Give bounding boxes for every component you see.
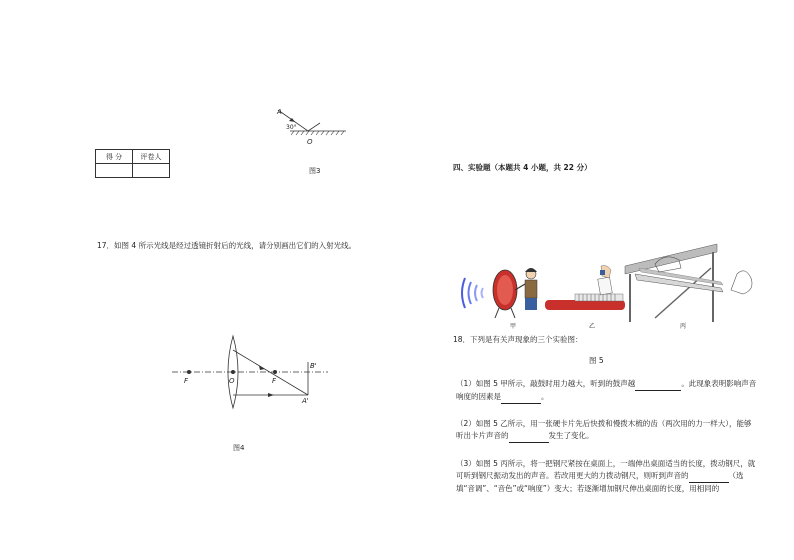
focus-right-dot (273, 370, 277, 374)
question-18-intro: 18．下列是有关声现象的三个实验图： (453, 335, 583, 344)
fig5-label-jia: 甲 (510, 323, 517, 330)
answer-blank-1[interactable] (635, 378, 681, 391)
steel-ruler-icon (635, 268, 723, 292)
q18-part3: （3）如图 5 丙所示，将一把钢尺紧按在桌面上，一端伸出桌面适当的长度，拨动钢尺，就 可听到钢尺振动发出的声音。若改用更大的力拨动钢尺，则听到声音的 （选 填“音调”、“音色”或“响度”）变大；若逐渐增加钢尺伸出桌面的长度，用相同的 (456, 459, 756, 493)
reflected-ray (308, 123, 320, 131)
grader-cell[interactable] (133, 164, 170, 178)
fig3-caption: 图3 (309, 167, 321, 175)
fig4-label-b: B' (310, 362, 317, 370)
fig4-label-f-left: F (184, 377, 189, 385)
grader-header: 评卷人 (133, 150, 170, 164)
focus-left-dot (187, 370, 191, 374)
ray-arrow-icon (259, 366, 265, 370)
drum-icon (493, 270, 517, 318)
q18-part2: （2）如图 5 乙所示，用一张硬卡片先后快拨和慢拨木梳的齿（两次用的力一样大），能够 听出卡片声音的 发生了变化。 (456, 418, 786, 443)
question-17-text: 17．如图 4 所示光线是经过透镜折射后的光线，请分别画出它们的入射光线。 (97, 241, 357, 250)
fig4-label-a: A' (302, 397, 309, 405)
refracted-ray-1 (233, 350, 308, 395)
figure-5-illustration (455, 238, 775, 322)
answer-blank-2[interactable] (501, 391, 541, 404)
fig3-point-a: A (277, 108, 282, 116)
fig3-angle-label: 30° (286, 124, 297, 131)
fig3-point-o: O (307, 138, 313, 146)
section-4-title: 四、实验题（本题共 4 小题，共 22 分） (453, 163, 592, 172)
q18-part1: （1）如图 5 甲所示，敲鼓时用力越大，听到的鼓声越 。此现象表明影响声音 响度的因素是 。 (456, 378, 786, 404)
fig5-label-bing: 丙 (680, 323, 687, 330)
fig4-caption: 图4 (233, 444, 245, 452)
optical-center-dot (231, 370, 235, 374)
card-hand-icon (598, 266, 613, 295)
mirror-hatching (291, 131, 344, 135)
score-cell[interactable] (96, 164, 133, 178)
drummer-person-icon (515, 268, 537, 310)
score-table (95, 149, 170, 178)
score-header: 得 分 (96, 150, 133, 164)
answer-blank-4[interactable] (689, 470, 729, 483)
fig5-label-yi: 乙 (589, 323, 596, 330)
comb-icon (545, 294, 625, 310)
sound-waves-icon (462, 278, 483, 308)
fig5-caption: 图 5 (589, 356, 604, 365)
fig4-label-f-right: F (272, 377, 277, 385)
ray-arrow-icon (268, 393, 274, 397)
fig4-label-o: O (229, 377, 235, 385)
answer-blank-3[interactable] (509, 430, 549, 443)
